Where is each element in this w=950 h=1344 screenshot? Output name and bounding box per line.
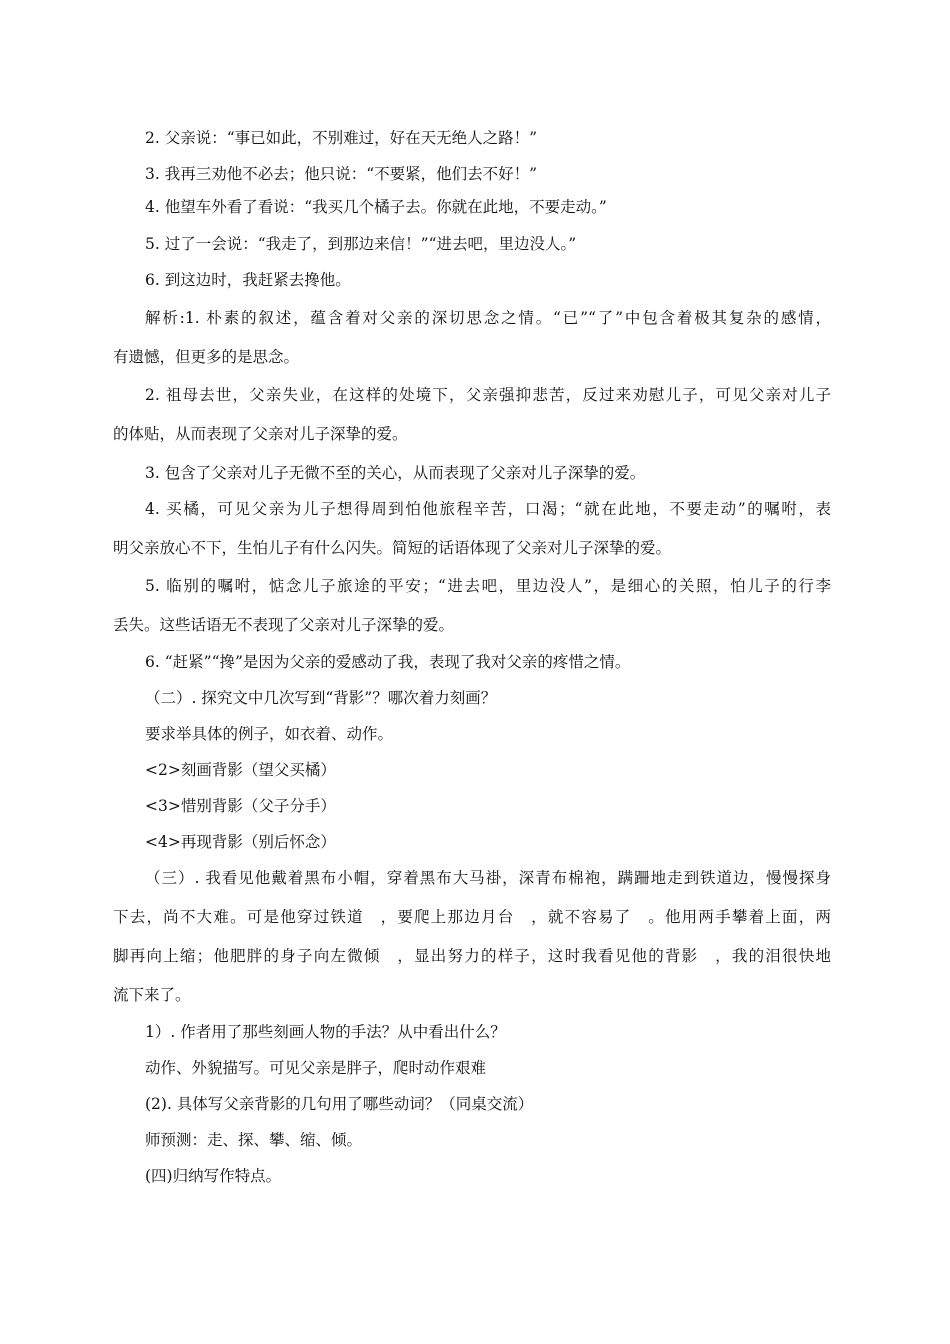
text-line: 5. 过了一会说：“我走了，到那边来信！”“进去吧，里边没人。” bbox=[145, 235, 577, 253]
text-line: 流下来了。 bbox=[113, 986, 191, 1004]
text-line: 明父亲放心不下，生怕儿子有什么闪失。简短的话语体现了父亲对儿子深挚的爱。 bbox=[113, 539, 672, 557]
list-item: <3>惜别背影（父子分手） bbox=[145, 797, 336, 815]
list-item: <4>再现背影（别后怀念） bbox=[145, 833, 336, 851]
list-item: <2>刻画背影（望父买橘） bbox=[145, 761, 336, 779]
text-line: 下去，尚不大难。可是他穿过铁道 ，要爬上那边月台 ，就不容易了 。他用两手攀着上面，两 bbox=[113, 908, 831, 926]
text-line: 6. 到这边时，我赶紧去搀他。 bbox=[145, 271, 351, 289]
text-line: 5. 临别的嘱咐，惦念儿子旅途的平安；“进去吧，里边没人”，是细心的关照，怕儿子的行李 bbox=[145, 577, 831, 595]
text-line: 3. 我再三劝他不必去；他只说：“不要紧，他们去不好！” bbox=[145, 165, 538, 183]
text-line: 要求举具体的例子，如衣着、动作。 bbox=[145, 725, 394, 743]
section-heading: （二）. 探究文中几次写到“背影”？哪次着力刻画？ bbox=[145, 689, 497, 707]
text-line: 2. 祖母去世，父亲失业，在这样的处境下，父亲强抑悲苦，反过来劝慰儿子，可见父亲对儿子 bbox=[145, 386, 831, 404]
section-heading: (四)归纳写作特点。 bbox=[145, 1167, 282, 1185]
text-line: 解析:1. 朴素的叙述，蕴含着对父亲的深切思念之情。“已”“了”中包含着极其复杂的感情， bbox=[145, 309, 831, 327]
section-heading: （三）. 我看见他戴着黑布小帽，穿着黑布大马褂，深青布棉袍，蹒跚地走到铁道边，慢慢探身 bbox=[145, 869, 831, 887]
question-line: (2). 具体写父亲背影的几句用了哪些动词？（同桌交流） bbox=[145, 1095, 534, 1113]
text-line: 2. 父亲说：“事已如此，不别难过，好在天无绝人之路！” bbox=[145, 129, 538, 147]
text-line: 有遗憾，但更多的是思念。 bbox=[113, 348, 300, 366]
text-line: 4. 买橘，可见父亲为儿子想得周到怕他旅程辛苦，口渴；“就在此地，不要走动”的嘱咐，表 bbox=[145, 500, 831, 518]
text-line: 6. “赶紧”“搀”是因为父亲的爱感动了我，表现了我对父亲的疼惜之情。 bbox=[145, 653, 631, 671]
text-line: 师预测：走、探、攀、缩、倾。 bbox=[145, 1131, 363, 1149]
text-line: 4. 他望车外看了看说：“我买几个橘子去。你就在此地，不要走动。” bbox=[145, 198, 607, 216]
text-line: 的体贴，从而表现了父亲对儿子深挚的爱。 bbox=[113, 425, 408, 443]
text-line: 脚再向上缩；他肥胖的身子向左微倾 ，显出努力的样子，这时我看见他的背影 ，我的泪很快地 bbox=[113, 947, 831, 965]
text-line: 动作、外貌描写。可见父亲是胖子，爬时动作艰难 bbox=[145, 1059, 487, 1077]
text-line: 3. 包含了父亲对儿子无微不至的关心，从而表现了父亲对儿子深挚的爱。 bbox=[145, 464, 646, 482]
question-line: 1）. 作者用了那些刻画人物的手法？从中看出什么？ bbox=[145, 1023, 506, 1041]
text-line: 丢失。这些话语无不表现了父亲对儿子深挚的爱。 bbox=[113, 616, 455, 634]
